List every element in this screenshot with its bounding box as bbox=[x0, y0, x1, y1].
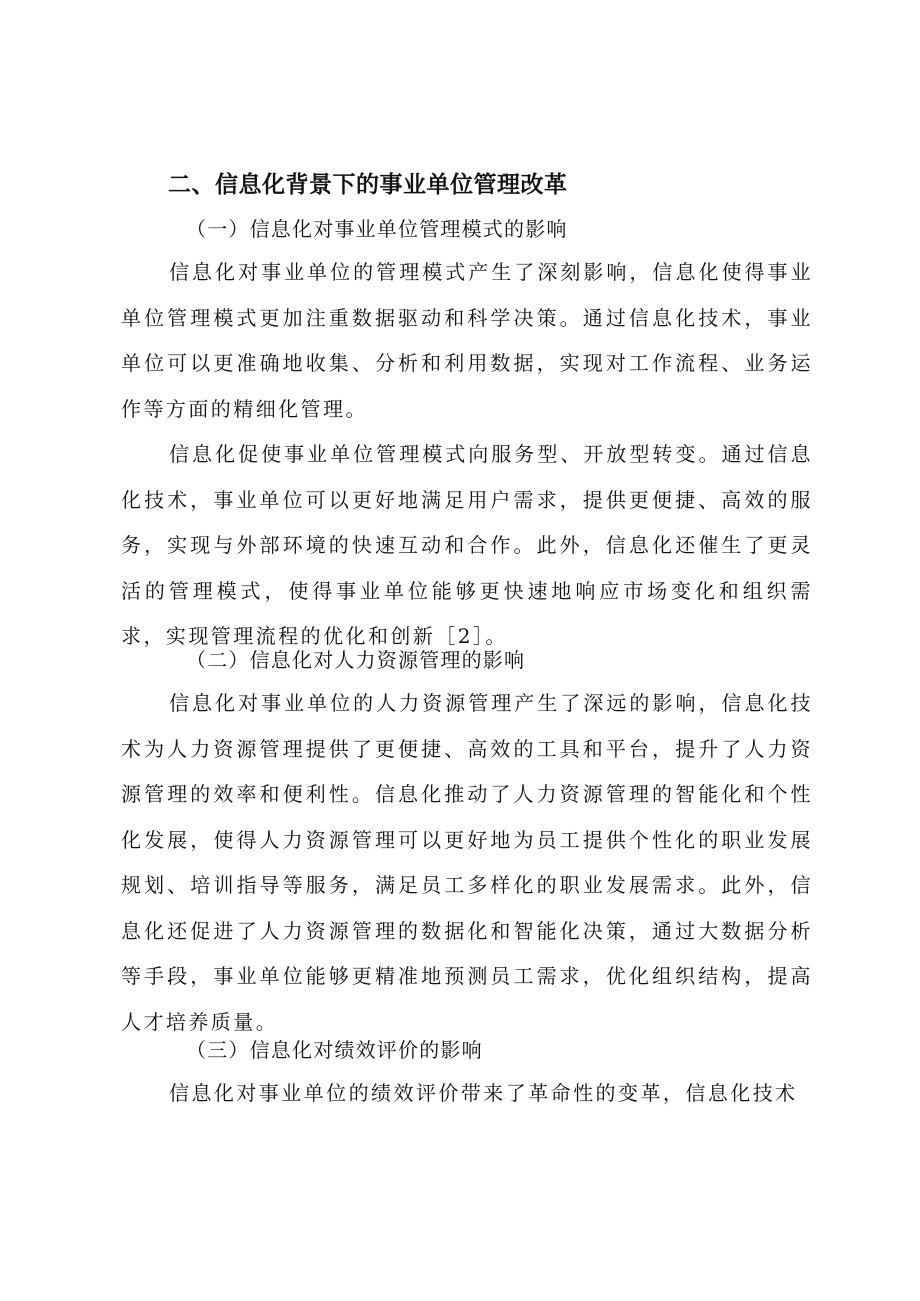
subsection-heading-3: （三）信息化对绩效评价的影响 bbox=[186, 1038, 483, 1062]
paragraph-2-1: 信息化对事业单位的人力资源管理产生了深远的影响，信息化技术为人力资源管理提供了更便捷、高效的工具和平台，提升了人力资源管理的效率和便利性。信息化推动了人力资源管理的智能化和个性化发展，使得人力资源管理可以更好地为员工提供个性化的职业发展规划、培训指导等服务，满足员工多样化的职业发展需求。此外，信息化还促进了人力资源管理的数据化和智能化决策，通过大数据分析等手段，事业单位能够更精准地预测员工需求，优化组织结构，提高人才培养质量。 bbox=[121, 691, 813, 1034]
paragraph-1-2: 信息化促使事业单位管理模式向服务型、开放型转变。通过信息化技术，事业单位可以更好地满足用户需求，提供更便捷、高效的服务，实现与外部环境的快速互动和合作。此外，信息化还催生了更灵活的管理模式，使得事业单位能够更快速地响应市场变化和组织需求，实现管理流程的优化和创新［2］。 bbox=[121, 442, 813, 648]
section-title: 二、信息化背景下的事业单位管理改革 bbox=[168, 172, 568, 198]
paragraph-3-1: 信息化对事业单位的绩效评价带来了革命性的变革，信息化技术 bbox=[169, 1081, 798, 1105]
subsection-heading-1: （一）信息化对事业单位管理模式的影响 bbox=[186, 217, 568, 241]
paragraph-1-1: 信息化对事业单位的管理模式产生了深刻影响，信息化使得事业单位管理模式更加注重数据驱动和科学决策。通过信息化技术，事业单位可以更准确地收集、分析和利用数据，实现对工作流程、业务运作等方面的精细化管理。 bbox=[121, 260, 813, 421]
subsection-heading-2: （二）信息化对人力资源管理的影响 bbox=[186, 648, 526, 672]
